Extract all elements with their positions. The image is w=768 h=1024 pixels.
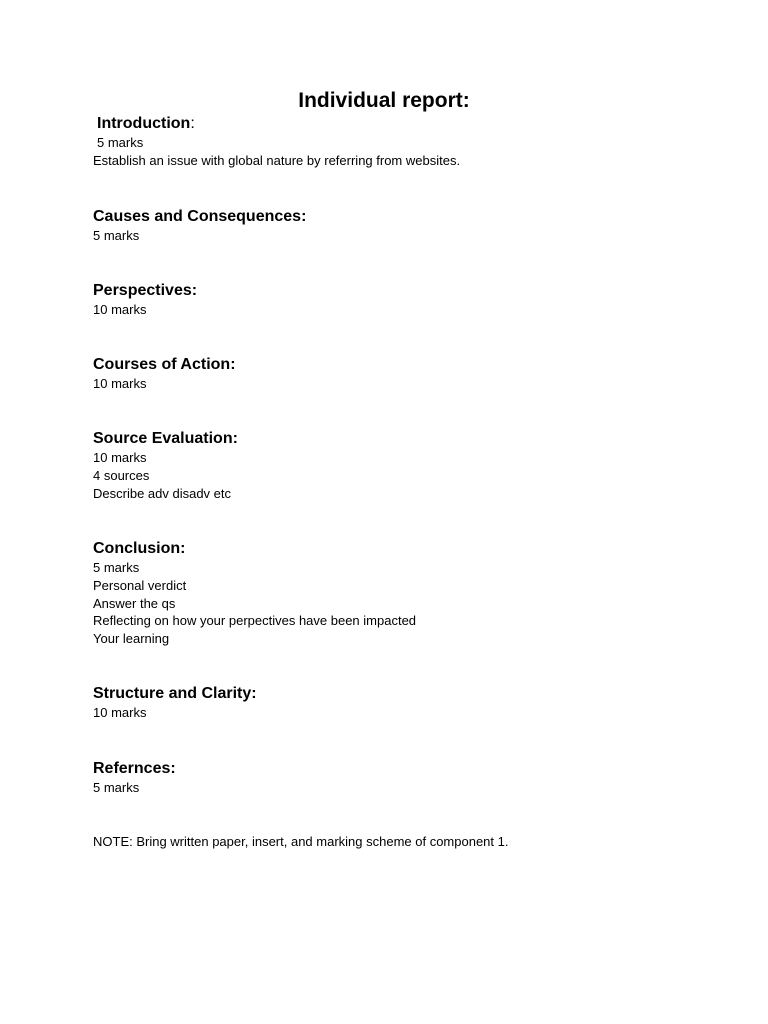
section-causes-consequences [93,207,693,245]
section-introduction [93,114,693,170]
section-heading: Source Evaluation: [93,430,238,447]
section-line: Reflecting on how your perpectives have been impacted [93,613,417,629]
section-heading: Perspectives: [93,282,198,299]
section-heading-text: Introduction [97,115,191,132]
section-marks: 5 marks [93,560,140,575]
section-marks: 10 marks [93,450,147,465]
section-line: Your learning [93,631,170,647]
section-source-evaluation [93,429,693,502]
section-marks: 10 marks [93,376,147,391]
section-courses-of-action [93,355,693,393]
section-structure-clarity [93,684,693,722]
document-title: Individual report: [298,89,470,112]
section-heading: Causes and Consequences: [93,208,307,225]
section-heading: Courses of Action: [93,356,236,373]
section-marks: 5 marks [97,135,144,150]
section-references [93,759,693,797]
section-line: Establish an issue with global nature by referring from websites. [93,152,461,168]
section-line: Personal verdict [93,577,187,593]
section-line: 4 sources [93,467,150,483]
section-line: Describe adv disadv etc [93,485,232,501]
section-conclusion [93,539,693,648]
section-heading: Conclusion: [93,540,186,557]
section-line: Answer the qs [93,595,176,611]
section-heading-colon: : [190,115,195,132]
section-perspectives [93,281,693,319]
section-heading: Refernces: [93,760,176,777]
note-text: NOTE: Bring written paper, insert, and marking scheme of component 1. [93,834,509,849]
section-marks: 10 marks [93,302,147,317]
section-marks: 10 marks [93,705,147,720]
section-heading: Structure and Clarity: [93,685,257,702]
section-heading [93,114,693,134]
section-marks: 5 marks [93,228,140,243]
section-marks: 5 marks [93,780,140,795]
